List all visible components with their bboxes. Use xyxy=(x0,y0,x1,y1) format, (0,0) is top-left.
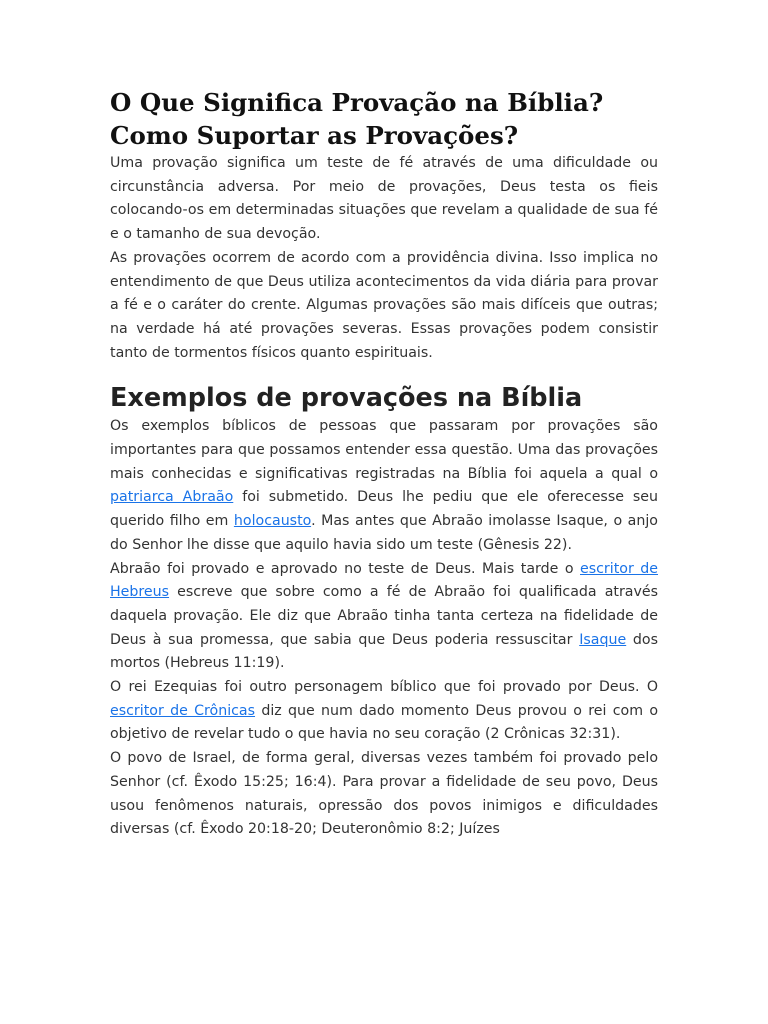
providence-paragraph: As provações ocorrem de acordo com a providência divina. Isso implica no entendimento de que Deus utiliza acontecimentos da vida diária para provar a fé e o caráter do crente. Algumas provações são mais difíceis que outras; na verdade há até provações severas. Essas provações podem consistir tanto de tormentos físicos quanto espirituais. xyxy=(110,249,658,361)
ezequias-paragraph xyxy=(110,676,658,747)
paragraph-text: diz que num dado momento Deus provou o rei com o objetivo de revelar tudo o que havia no seu coração (2 Crônicas 32:31). xyxy=(110,702,659,743)
article-title-line-1: O Que Significa Provação na Bíblia? xyxy=(110,88,604,117)
intro-paragraph: Uma provação significa um teste de fé através de uma dificuldade ou circunstância adversa. Por meio de provações, Deus testa os fieis colocando-os em determinadas situações que revelam a qualidade de sua fé e o tamanho de sua devoção. xyxy=(110,155,658,243)
link-escritor-de-cronicas[interactable]: escritor de Crônicas xyxy=(110,702,256,719)
abraham-paragraph xyxy=(110,415,658,557)
paragraph-text: foi submetido. Deus lhe pediu que ele oferecesse seu querido filho em xyxy=(110,489,658,530)
link-holocausto[interactable]: holocausto xyxy=(233,513,312,530)
paragraph-text: dos mortos (Hebreus 11:19). xyxy=(110,631,658,672)
paragraph-text: escreve que sobre como a fé de Abraão foi qualificada através daquela provação. Ele diz que Abraão tinha tanta certeza na fidelidade de Deus à sua promessa, que sabia que Deus poderia ressuscitar xyxy=(110,584,658,648)
paragraph-text: Os exemplos bíblicos de pessoas que passaram por provações são importantes para que possamos entender essa questão. Uma das provações mais conhecidas e significativas registradas na Bíblia foi aquela a qual o xyxy=(110,418,658,482)
link-escritor-de-hebreus[interactable]: escritor de Hebreus xyxy=(110,560,658,601)
paragraph-text: . Mas antes que Abraão imolasse Isaque, o anjo do Senhor lhe disse que aquilo havia sido um teste (Gênesis 22). xyxy=(110,513,658,553)
section-heading: Exemplos de provações na Bíblia xyxy=(110,383,583,414)
link-patriarca-abraao[interactable]: patriarca Abraão xyxy=(110,489,234,506)
paragraph-text: Abraão foi provado e aprovado no teste de Deus. Mais tarde o xyxy=(110,560,580,577)
israel-paragraph: O povo de Israel, de forma geral, diversas vezes também foi provado pelo Senhor (cf. Êxodo 15:25; 16:4). Para provar a fidelidade de seu povo, Deus usou fenômenos naturais, opressão dos povos inimigos e dificuldades diversas (cf. Êxodo 20:18-20; Deuteronômio 8:2; Juízes xyxy=(110,750,658,838)
hebrews-paragraph xyxy=(110,558,658,677)
paragraph-text: O rei Ezequias foi outro personagem bíblico que foi provado por Deus. O xyxy=(110,679,658,696)
article-title xyxy=(110,86,658,152)
article-title-line-2: Como Suportar as Provações? xyxy=(110,121,519,150)
link-isaque[interactable]: Isaque xyxy=(579,631,627,648)
